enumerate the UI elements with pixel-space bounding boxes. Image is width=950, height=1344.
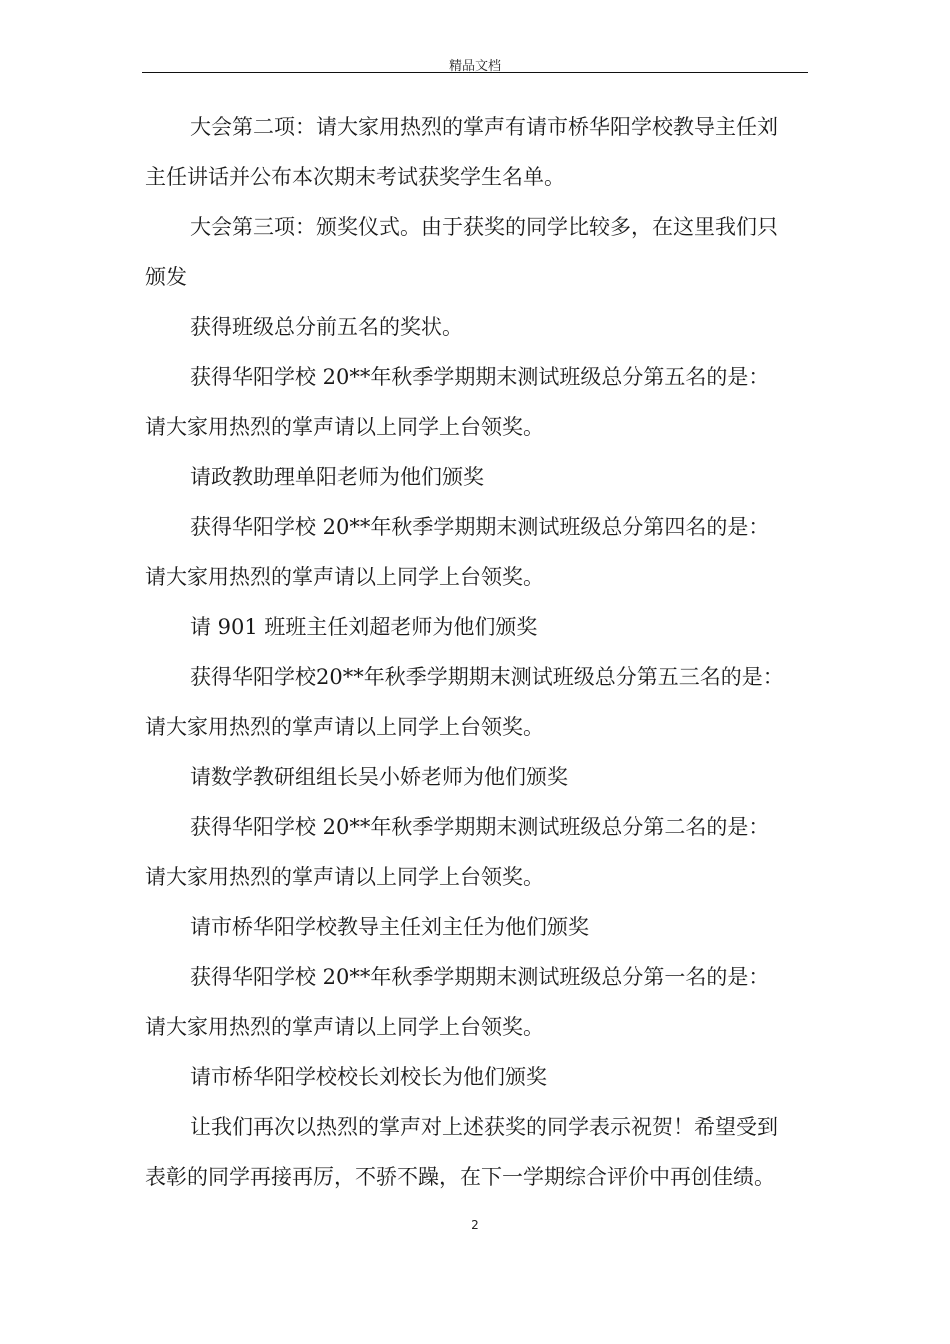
page-header-title: 精品文档 — [448, 59, 501, 74]
paragraph-line: 请大家用热烈的掌声请以上同学上台领奖。 — [145, 715, 544, 739]
paragraph-line: 表彰的同学再接再厉，不骄不躁，在下一学期综合评价中再创佳绩。 — [145, 1165, 775, 1189]
paragraph-line: 请大家用热烈的掌声请以上同学上台领奖。 — [145, 1015, 544, 1039]
paragraph-line: 大会第三项：颁奖仪式。由于获奖的同学比较多，在这里我们只 — [190, 215, 778, 239]
paragraph-line: 获得华阳学校20**年秋季学期期末测试班级总分第五三名的是： — [190, 665, 784, 689]
paragraph-line: 请大家用热烈的掌声请以上同学上台领奖。 — [145, 565, 544, 589]
paragraph-line: 获得华阳学校 20**年秋季学期期末测试班级总分第五名的是： — [190, 365, 770, 389]
paragraph-line: 获得华阳学校 20**年秋季学期期末测试班级总分第二名的是： — [190, 815, 770, 839]
paragraph-line: 大会第二项：请大家用热烈的掌声有请市桥华阳学校教导主任刘 — [190, 115, 778, 139]
paragraph-line: 获得华阳学校 20**年秋季学期期末测试班级总分第一名的是： — [190, 965, 770, 989]
paragraph-line: 请市桥华阳学校校长刘校长为他们颁奖 — [190, 1065, 547, 1089]
document-body — [145, 102, 815, 1202]
paragraph-line: 请大家用热烈的掌声请以上同学上台领奖。 — [145, 865, 544, 889]
page-number: 2 — [471, 1218, 479, 1232]
header-divider — [142, 72, 808, 73]
paragraph-line: 请市桥华阳学校教导主任刘主任为他们颁奖 — [190, 915, 589, 939]
paragraph-line: 主任讲话并公布本次期末考试获奖学生名单。 — [145, 165, 565, 189]
paragraph-line: 颁发 — [145, 265, 187, 289]
paragraph-line: 请数学教研组组长吴小娇老师为他们颁奖 — [190, 765, 568, 789]
paragraph-line: 获得华阳学校 20**年秋季学期期末测试班级总分第四名的是： — [190, 515, 770, 539]
paragraph-line: 让我们再次以热烈的掌声对上述获奖的同学表示祝贺！希望受到 — [190, 1115, 778, 1139]
paragraph-line: 获得班级总分前五名的奖状。 — [190, 315, 463, 339]
paragraph-line: 请大家用热烈的掌声请以上同学上台领奖。 — [145, 415, 544, 439]
paragraph-line: 请政教助理单阳老师为他们颁奖 — [190, 465, 484, 489]
paragraph-line: 请 901 班班主任刘超老师为他们颁奖 — [190, 615, 538, 639]
